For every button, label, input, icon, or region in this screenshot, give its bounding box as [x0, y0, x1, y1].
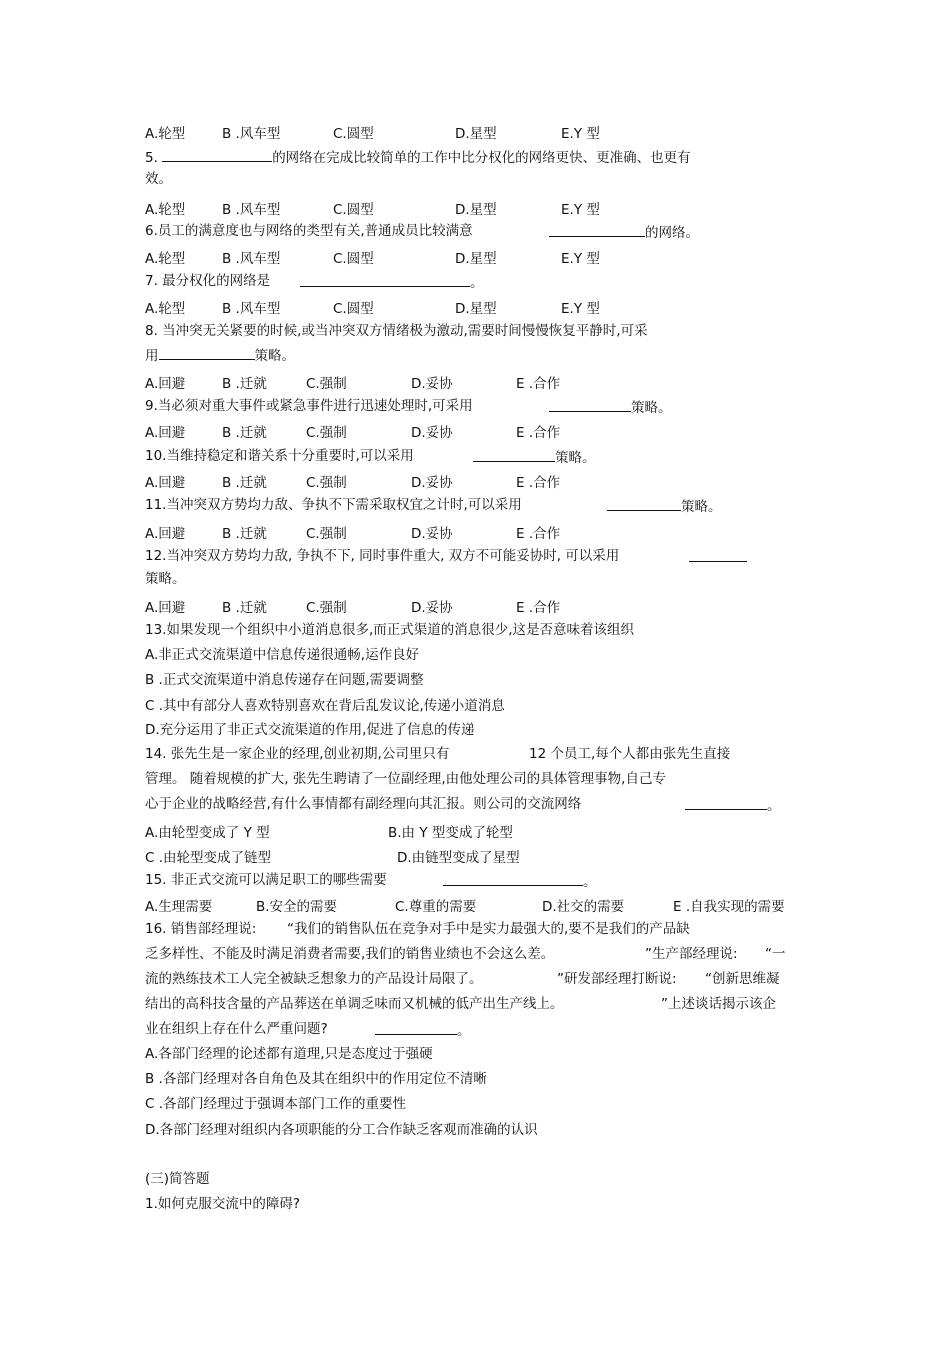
option-a: A.回避 — [145, 425, 186, 441]
question-16-line3c: “创新思维凝 — [705, 971, 780, 987]
question-10-tail — [473, 447, 596, 467]
question-16-line2c: “一 — [765, 946, 786, 962]
option-d: D.各部门经理对组织内各项职能的分工合作缺乏客观而准确的认识 — [145, 1122, 538, 1138]
question-text: 用 — [145, 348, 159, 364]
option-c: C.尊重的需要 — [395, 899, 477, 915]
option-b: B .迁就 — [222, 600, 267, 616]
question-5 — [145, 147, 691, 167]
option-c: C.强制 — [306, 475, 347, 491]
option-d: D.妥协 — [411, 475, 453, 491]
option-c: C.圆型 — [333, 126, 374, 142]
answer-blank — [375, 1020, 457, 1035]
answer-blank — [159, 345, 255, 360]
answer-blank — [473, 447, 555, 462]
option-c: C.强制 — [306, 376, 347, 392]
option-a: A.由轮型变成了 Y 型 — [145, 825, 270, 841]
question-suffix: 策略。 — [555, 450, 596, 466]
question-14-tail — [685, 795, 781, 815]
option-d: D.妥协 — [411, 600, 453, 616]
question-suffix: 。 — [767, 798, 781, 814]
question-11-tail — [607, 496, 722, 516]
question-14: 14. 张先生是一家企业的经理,创业初期,公司里只有 — [145, 746, 450, 762]
question-14-line1-tail: 12 个员工,每个人都由张先生直接 — [529, 746, 731, 762]
option-c: C.圆型 — [333, 202, 374, 218]
option-c: C.强制 — [306, 600, 347, 616]
question-14-line3: 心于企业的战略经营,有什么事情都有副经理向其汇报。则公司的交流网络 — [145, 796, 582, 812]
option-a: A.轮型 — [145, 126, 186, 142]
answer-blank — [300, 272, 470, 287]
option-d: D.星型 — [455, 251, 497, 267]
question-text: 6.员工的满意度也与网络的类型有关,普通成员比较满意 — [145, 223, 473, 239]
question-16-line5: 业在组织上存在什么严重问题? — [145, 1021, 328, 1037]
question-5-continued: 效。 — [145, 171, 172, 187]
question-suffix: 策略。 — [254, 348, 295, 364]
question-16: 16. 销售部经理说: — [145, 921, 257, 937]
option-c: C .各部门经理过于强调本部门工作的重要性 — [145, 1096, 407, 1112]
answer-blank — [549, 397, 631, 412]
option-d: D.星型 — [455, 202, 497, 218]
answer-blank — [607, 496, 681, 511]
question-7 — [145, 272, 270, 290]
option-c: C .由轮型变成了链型 — [145, 850, 272, 866]
option-c: C .其中有部分人喜欢特别喜欢在背后乱发议论,传递小道消息 — [145, 698, 505, 714]
option-d: D.妥协 — [411, 526, 453, 542]
option-d: D.妥协 — [411, 425, 453, 441]
question-8-continued — [145, 345, 295, 365]
question-15-tail — [443, 871, 597, 891]
question-suffix: 。 — [583, 874, 597, 890]
option-b: B .迁就 — [222, 526, 267, 542]
option-a: A.轮型 — [145, 301, 186, 317]
question-16-tail — [375, 1020, 471, 1040]
option-d: D.充分运用了非正式交流渠道的作用,促进了信息的传递 — [145, 722, 475, 738]
question-text: 7. 最分权化的网络是 — [145, 273, 271, 289]
question-16-line2b: ”生产部经理说: — [645, 946, 738, 962]
option-d: D.由链型变成了星型 — [397, 850, 520, 866]
option-a: A.生理需要 — [145, 899, 213, 915]
option-b: B .正式交流渠道中消息传递存在问题,需要调整 — [145, 672, 424, 688]
short-answer-question-1: 1.如何克服交流中的障碍? — [145, 1196, 301, 1212]
question-16-line2: 乏多样性、不能及时满足消费者需要,我们的销售业绩也不会这么差。 — [145, 946, 555, 962]
option-a: A.回避 — [145, 526, 186, 542]
question-12-continued: 策略。 — [145, 571, 186, 587]
option-d: D.社交的需要 — [542, 899, 625, 915]
question-14-line2: 管理。 随着规模的扩大, 张先生聘请了一位副经理,由他处理公司的具体管理事物,自己专 — [145, 771, 666, 787]
option-e: E .合作 — [516, 475, 561, 491]
option-a: A.轮型 — [145, 251, 186, 267]
option-a: A.非正式交流渠道中信息传递很通畅,运作良好 — [145, 647, 420, 663]
question-9-tail — [549, 397, 672, 417]
option-d: D.妥协 — [411, 376, 453, 392]
option-a: A.回避 — [145, 600, 186, 616]
option-c: C.圆型 — [333, 251, 374, 267]
option-c: C.圆型 — [333, 301, 374, 317]
option-e: E .合作 — [516, 376, 561, 392]
option-b: B .风车型 — [222, 202, 281, 218]
option-d: D.星型 — [455, 301, 497, 317]
option-e: E .合作 — [516, 600, 561, 616]
option-a: A.回避 — [145, 475, 186, 491]
question-7-tail — [300, 272, 484, 292]
question-suffix: 。 — [457, 1023, 471, 1039]
option-b: B .各部门经理对各自角色及其在组织中的作用定位不清晰 — [145, 1071, 487, 1087]
question-text: 的网络在完成比较简单的工作中比分权化的网络更快、更准确、也更有 — [272, 150, 691, 166]
option-a: A.各部门经理的论述都有道理,只是态度过于强硬 — [145, 1046, 433, 1062]
option-b: B .风车型 — [222, 301, 281, 317]
option-e: E.Y 型 — [561, 251, 600, 267]
question-15: 15. 非正式交流可以满足职工的哪些需要 — [145, 872, 387, 888]
question-12 — [145, 547, 619, 565]
question-text: 12.当冲突双方势均力敌, 争执不下, 同时事件重大, 双方不可能妥协时, 可以采用 — [145, 548, 620, 564]
question-9: 9.当必须对重大事件或紧急事件进行迅速处理时,可采用 — [145, 398, 473, 414]
question-6 — [145, 222, 473, 240]
option-b: B .迁就 — [222, 376, 267, 392]
option-a: A.回避 — [145, 376, 186, 392]
question-suffix: 策略。 — [681, 499, 722, 515]
question-suffix: 的网络。 — [645, 225, 699, 241]
option-e: E.Y 型 — [561, 126, 600, 142]
question-suffix: 策略。 — [631, 400, 672, 416]
question-11: 11.当冲突双方势均力敌、争执不下需采取权宜之计时,可以采用 — [145, 497, 522, 513]
question-10: 10.当维持稳定和谐关系十分重要时,可以采用 — [145, 448, 414, 464]
question-6-tail — [549, 222, 699, 242]
option-b: B.由 Y 型变成了轮型 — [388, 825, 513, 841]
question-16-line4: 结出的高科技含量的产品葬送在单调乏味而又机械的低产出生产线上。 — [145, 996, 564, 1012]
option-b: B .风车型 — [222, 251, 281, 267]
answer-blank — [443, 871, 583, 886]
question-13: 13.如果发现一个组织中小道消息很多,而正式渠道的消息很少,这是否意味着该组织 — [145, 622, 635, 638]
answer-blank — [689, 547, 747, 562]
answer-blank — [549, 222, 645, 237]
option-e: E .自我实现的需要 — [673, 899, 785, 915]
option-d: D.星型 — [455, 126, 497, 142]
question-number: 5. — [145, 150, 158, 166]
answer-blank — [685, 795, 767, 810]
option-b: B .迁就 — [222, 425, 267, 441]
option-e: E.Y 型 — [561, 301, 600, 317]
question-suffix: 。 — [470, 275, 484, 291]
question-16-line3b: ”研发部经理打断说: — [557, 971, 677, 987]
option-b: B .迁就 — [222, 475, 267, 491]
option-a: A.轮型 — [145, 202, 186, 218]
option-c: C.强制 — [306, 425, 347, 441]
option-b: B.安全的需要 — [256, 899, 338, 915]
question-8: 8. 当冲突无关紧要的时候,或当冲突双方情绪极为激动,需要时间慢慢恢复平静时,可采 — [145, 323, 648, 339]
question-12-blank — [689, 547, 747, 567]
option-e: E.Y 型 — [561, 202, 600, 218]
option-e: E .合作 — [516, 526, 561, 542]
answer-blank — [162, 147, 272, 162]
option-b: B .风车型 — [222, 126, 281, 142]
section-title: (三)简答题 — [145, 1171, 210, 1187]
question-16-quote: “我们的销售队伍在竞争对手中是实力最强大的,要不是我们的产品缺 — [287, 921, 690, 937]
option-e: E .合作 — [516, 425, 561, 441]
question-16-line4b: ”上述谈话揭示该企 — [661, 996, 776, 1012]
question-16-line3: 流的熟练技术工人完全被缺乏想象力的产品设计局限了。 — [145, 971, 483, 987]
option-c: C.强制 — [306, 526, 347, 542]
